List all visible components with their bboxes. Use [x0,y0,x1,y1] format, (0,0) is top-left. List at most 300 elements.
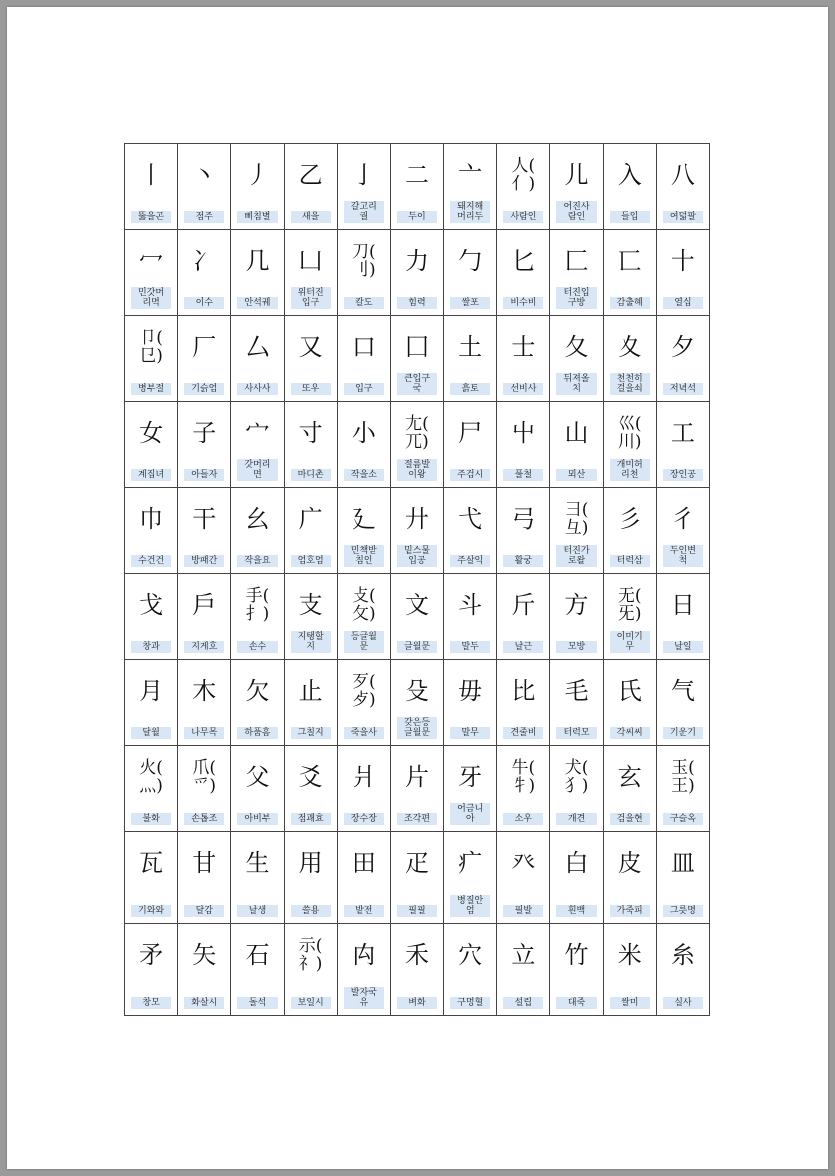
radical-cell [125,316,178,402]
radical-character: 廾 [404,505,429,534]
radical-name-label: 죽을사 [344,727,384,739]
radical-name-label: 보일시 [291,997,331,1009]
radical-name-label: 입구 [344,383,384,395]
radical-character: 示( 礻) [298,936,323,974]
radical-character: 竹 [564,941,589,970]
radical-cell [125,574,178,660]
radical-character: 匚 [564,247,589,276]
radical-cell [338,316,391,402]
radical-character: 毋 [458,677,483,706]
radical-cell [604,746,657,832]
radical-cell [444,488,497,574]
radical-cell [178,488,231,574]
radical-character: 八 [670,161,695,190]
radical-name-label: 개미허 리천 [610,459,650,481]
radical-name-label: 뫼산 [556,469,596,481]
radical-character: 犬( 犭) [564,758,589,796]
radical-name-label: 조각편 [397,813,437,825]
radical-name-label: 터럭삼 [610,555,650,567]
radical-cell [657,924,710,1016]
radical-character: 廴 [351,505,376,534]
radical-cell [285,660,338,746]
radical-name-label: 삐침별 [237,211,277,223]
radical-character: 比 [511,677,536,706]
radical-name-label: 창모 [131,997,171,1009]
radical-cell [125,402,178,488]
radical-name-label: 방패간 [184,555,224,567]
radical-name-label: 작을소 [344,469,384,481]
radical-cell [497,574,550,660]
radical-character: 子 [192,419,217,448]
radical-name-label: 날생 [237,905,277,917]
radical-cell [657,488,710,574]
radical-name-label: 뒤져올 치 [556,373,596,395]
radical-character: 爻 [298,763,323,792]
radical-name-label: 손톱조 [184,813,224,825]
radical-name-label: 천천히 걸을쇠 [610,373,650,395]
radical-character: 立 [511,941,536,970]
radical-character: 力 [404,247,429,276]
radical-name-label: 밭전 [344,905,384,917]
radical-cell [604,832,657,924]
radical-cell [231,574,284,660]
radical-cell [444,144,497,230]
radical-cell [178,924,231,1016]
radical-cell [497,924,550,1016]
radical-character: 皿 [670,849,695,878]
radical-character: 勹 [458,247,483,276]
radical-name-label: 점주 [184,211,224,223]
radical-cell [231,144,284,230]
radical-cell [285,832,338,924]
radical-name-label: 뚫을곤 [131,211,171,223]
radical-cell [285,144,338,230]
radical-character: 巛( 川) [617,414,642,452]
radical-name-label: 작을요 [237,555,277,567]
radical-cell [391,574,444,660]
radical-cell [444,316,497,402]
document-page [7,7,828,1169]
radical-character: 巾 [139,505,164,534]
radical-character: 斤 [511,591,536,620]
radical-character: 冖 [139,247,164,276]
radical-name-label: 위터진 입구 [291,287,331,309]
radical-cell [444,832,497,924]
radical-name-label: 여덟팔 [663,211,703,223]
radical-cell [657,402,710,488]
radical-name-label: 창과 [131,641,171,653]
radical-name-label: 어금니 아 [450,803,490,825]
radical-cell [231,832,284,924]
radical-name-label: 두인변 척 [663,545,703,567]
radical-name-label: 지게호 [184,641,224,653]
radical-name-label: 불화 [131,813,171,825]
radical-cell [550,316,603,402]
radical-cell [497,832,550,924]
radical-name-label: 소우 [503,813,543,825]
radical-name-label: 견줄비 [503,727,543,739]
radical-name-label: 힘력 [397,297,437,309]
radical-character: 手( 扌) [245,586,270,624]
radical-cell [338,488,391,574]
radical-character: 攴( 攵) [351,586,376,624]
radical-cell [497,746,550,832]
radical-character: 欠 [245,677,270,706]
radical-character: 木 [192,677,217,706]
radical-character: 殳 [404,677,429,706]
radical-cell [497,402,550,488]
radical-character: 二 [404,161,429,190]
radical-name-label: 구슬옥 [663,813,703,825]
radical-name-label: 마디촌 [291,469,331,481]
radical-cell [285,746,338,832]
radical-character: 干 [192,505,217,534]
radical-cell [444,230,497,316]
radical-name-label: 어진사 람인 [556,201,596,223]
radical-character: 氏 [617,677,642,706]
radical-name-label: 주살익 [450,555,490,567]
radical-character: 片 [404,763,429,792]
radical-cell [550,660,603,746]
radical-name-label: 달감 [184,905,224,917]
radical-character: 甘 [192,849,217,878]
radical-cell [550,832,603,924]
radical-cell [231,660,284,746]
radical-name-label: 손수 [237,641,277,653]
radical-character: 夕 [670,333,695,362]
radical-name-label: 하품흠 [237,727,277,739]
radical-name-label: 대죽 [556,997,596,1009]
radical-name-label: 발자국 유 [344,987,384,1009]
radical-name-label: 모방 [556,641,596,653]
radical-name-label: 터진가 로왈 [556,545,596,567]
radical-character: 止 [298,677,323,706]
radical-character: 牙 [458,763,483,792]
radical-cell [125,924,178,1016]
radical-character: 爿 [351,763,376,792]
radical-character: 彐( 彑) [564,500,589,538]
radical-cell [178,316,231,402]
radical-name-label: 칼도 [344,297,384,309]
radical-name-label: 가죽피 [610,905,650,917]
radical-character: 彳 [670,505,695,534]
radical-name-label: 터진입 구방 [556,287,596,309]
radical-name-label: 기운기 [663,727,703,739]
radical-character: 戈 [139,591,164,620]
radical-name-label: 또우 [291,383,331,395]
radical-name-label: 날근 [503,641,543,653]
radical-name-label: 필발 [503,905,543,917]
radical-cell [178,402,231,488]
radical-character: 亅 [351,161,376,190]
radical-name-label: 이수 [184,297,224,309]
radical-cell [604,402,657,488]
radical-cell [285,402,338,488]
radical-cell [338,832,391,924]
radical-cell [391,402,444,488]
radical-character: 工 [670,419,695,448]
radical-character: 夊 [617,333,642,362]
radical-cell [550,230,603,316]
radical-character: 几 [245,247,270,276]
radical-name-label: 갈고리 궐 [344,201,384,223]
radical-character: 日 [670,591,695,620]
radical-cell [338,402,391,488]
radical-name-label: 장인공 [663,469,703,481]
radical-cell [125,488,178,574]
radical-character: 矛 [139,941,164,970]
radical-character: 幺 [245,505,270,534]
radical-name-label: 새을 [291,211,331,223]
radical-name-label: 실사 [663,997,703,1009]
radical-character: 囗 [404,333,429,362]
radical-name-label: 화살시 [184,997,224,1009]
radical-character: 文 [404,591,429,620]
radical-character: 皮 [617,849,642,878]
radical-name-label: 점괘효 [291,813,331,825]
radical-character: 毛 [564,677,589,706]
radical-name-label: 갖은등 글월문 [397,717,437,739]
radical-cell [657,230,710,316]
radical-cell [391,316,444,402]
radical-cell [604,230,657,316]
radical-name-label: 장수장 [344,813,384,825]
radical-cell [125,230,178,316]
radical-cell [391,144,444,230]
radical-name-label: 글월문 [397,641,437,653]
radical-character: 凵 [298,247,323,276]
radical-character: 弓 [511,505,536,534]
radical-character: 禾 [404,941,429,970]
radical-name-label: 각씨씨 [610,727,650,739]
radical-character: 土 [458,333,483,362]
radical-character: 瓦 [139,849,164,878]
radical-cell [391,924,444,1016]
radical-name-label: 기슭엄 [184,383,224,395]
radical-cell [550,574,603,660]
radical-name-label: 밑스물 입공 [397,545,437,567]
radical-character: 斗 [458,591,483,620]
radical-name-label: 필필 [397,905,437,917]
radical-character: 人( 亻) [511,156,536,194]
radical-cell [338,924,391,1016]
radical-cell [657,746,710,832]
radical-cell [604,574,657,660]
radical-name-label: 이미기 무 [610,631,650,653]
radical-name-label: 흰백 [556,905,596,917]
radical-cell [231,316,284,402]
radical-cell [231,402,284,488]
radical-name-label: 아비부 [237,813,277,825]
radical-name-label: 그릇명 [663,905,703,917]
radical-cell [338,230,391,316]
radical-name-label: 구멍혈 [450,997,490,1009]
radical-name-label: 저녁석 [663,383,703,395]
radical-cell [125,660,178,746]
radical-character: 矢 [192,941,217,970]
radical-cell [444,660,497,746]
radical-character: 丿 [245,161,270,190]
radical-cell [497,230,550,316]
radical-cell [657,144,710,230]
radical-name-label: 말두 [450,641,490,653]
radical-cell [657,316,710,402]
radical-name-label: 그칠지 [291,727,331,739]
radical-name-label: 민책받 침인 [344,545,384,567]
radical-character: 糸 [670,941,695,970]
radical-cell [657,574,710,660]
radical-character: 儿 [564,161,589,190]
radical-character: 歹( 歺) [351,672,376,710]
radical-cell [338,746,391,832]
radical-cell [178,832,231,924]
radical-name-label: 사람인 [503,211,543,223]
radical-character: 又 [298,333,323,362]
radical-character: 米 [617,941,642,970]
radical-character: 厂 [192,333,217,362]
radical-name-label: 주검시 [450,469,490,481]
radical-cell [391,660,444,746]
radical-cell [657,660,710,746]
radical-character: 亠 [458,161,483,190]
radical-character: 牛( 牜) [511,758,536,796]
radical-name-label: 큰입구 국 [397,373,437,395]
radical-character: 屮 [511,419,536,448]
radical-cell [391,746,444,832]
radical-name-label: 들입 [610,211,650,223]
radical-character: 无( 旡) [617,586,642,624]
radical-character: 丶 [192,161,217,190]
radical-character: 丨 [139,161,164,190]
radical-cell [444,746,497,832]
radical-cell [231,230,284,316]
radical-cell [550,402,603,488]
radical-cell [285,316,338,402]
radical-character: 癶 [511,849,536,878]
radical-character: 支 [298,591,323,620]
radical-character: 用 [298,849,323,878]
radical-cell [444,574,497,660]
radical-character: 寸 [298,419,323,448]
radical-character: 穴 [458,941,483,970]
radical-cell [178,574,231,660]
radical-name-label: 선비사 [503,383,543,395]
radical-cell [497,488,550,574]
radical-name-label: 검을현 [610,813,650,825]
radical-character: 十 [670,247,695,276]
radical-name-label: 날일 [663,641,703,653]
radical-character: 石 [245,941,270,970]
radical-character: 入 [617,161,642,190]
radical-cell [178,230,231,316]
radical-cell [178,660,231,746]
radical-name-label: 말무 [450,727,490,739]
radical-cell [604,144,657,230]
radical-character: 乙 [298,161,323,190]
radical-cell [604,316,657,402]
radical-character: 气 [670,677,695,706]
radical-character: 戶 [192,591,217,620]
radical-character: 爪( 爫) [192,758,217,796]
radical-name-label: 병질안 엄 [450,895,490,917]
radical-name-label: 활궁 [503,555,543,567]
radical-cell [125,832,178,924]
radical-name-label: 계집녀 [131,469,171,481]
radical-name-label: 설립 [503,997,543,1009]
radical-name-label: 돼지해 머리두 [450,201,490,223]
radical-character: 士 [511,333,536,362]
radical-character: 父 [245,763,270,792]
radical-character: 夂 [564,333,589,362]
radical-name-label: 쌀포 [450,297,490,309]
radical-character: 月 [139,677,164,706]
radical-character: 卩( 㔾) [139,328,163,366]
radical-cell [550,488,603,574]
radical-name-label: 개견 [556,813,596,825]
radical-cell [497,144,550,230]
radical-character: 白 [564,849,589,878]
radical-character: 山 [564,419,589,448]
radical-character: 田 [351,849,376,878]
radical-cell [178,144,231,230]
radical-character: 宀 [245,419,270,448]
radical-character: 匕 [511,247,536,276]
radical-character: 弋 [458,505,483,534]
radical-name-label: 터럭모 [556,727,596,739]
radical-cell [497,316,550,402]
radical-cell [550,746,603,832]
radical-character: 玉( 王) [671,758,695,796]
radical-cell [178,746,231,832]
radical-cell [338,574,391,660]
radical-name-label: 지탱할 지 [291,631,331,653]
radical-name-label: 갓머리 면 [237,459,277,481]
radical-cell [604,924,657,1016]
radical-name-label: 쓸용 [291,905,331,917]
radical-name-label: 쌀미 [610,997,650,1009]
radical-cell [125,144,178,230]
radical-cell [231,746,284,832]
radical-character: 厶 [245,333,270,362]
radical-character: 疒 [458,849,483,878]
radical-cell [604,488,657,574]
radical-character: 刀( 刂) [351,242,376,280]
radical-cell [391,832,444,924]
radical-cell [657,832,710,924]
radical-character: 生 [245,849,270,878]
radical-cell [338,144,391,230]
radical-name-label: 사사사 [237,383,277,395]
radical-cell [444,402,497,488]
radical-name-label: 벼화 [397,997,437,1009]
radical-name-label: 등글월 문 [344,631,384,653]
radical-character: 火( 灬) [139,758,163,796]
radical-character: 疋 [404,849,429,878]
radical-cell [125,746,178,832]
radical-cell [285,924,338,1016]
radical-name-label: 나무목 [184,727,224,739]
radical-name-label: 민갓머 리멱 [131,287,171,309]
radical-cell [391,488,444,574]
radical-character: 冫 [192,247,217,276]
radical-name-label: 안석궤 [237,297,277,309]
radical-cell [550,144,603,230]
radical-character: 禸 [351,941,376,970]
radical-name-label: 병부절 [131,383,171,395]
radical-name-label: 흙토 [450,383,490,395]
radical-character: 方 [564,591,589,620]
radical-character: 玄 [617,763,642,792]
